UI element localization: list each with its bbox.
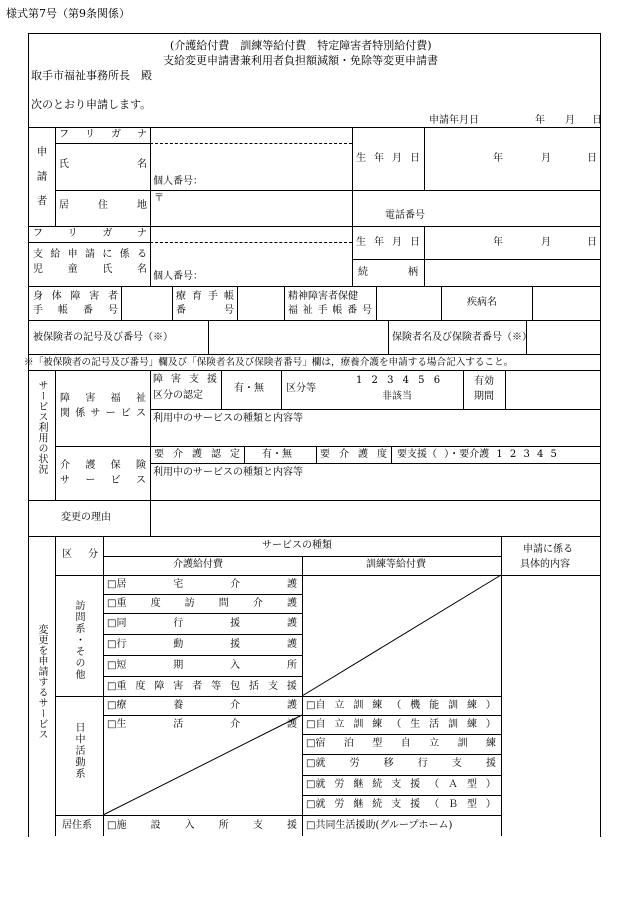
visit-group-label: 訪問系・その他 [73,600,84,681]
application-date-year: 年 [535,115,545,126]
change-services-section-label: 変更を申請するサービス [36,624,47,740]
details-header-line1: 申請に係る [523,544,573,555]
welfare-in-use-label: 利用中のサービスの種類と内容等 [153,413,303,424]
visit-item-0[interactable]: □居 宅 介 護 [107,579,297,590]
welfare-service-line2: 関 係 サ ー ビ ス [60,408,146,419]
title-line2: 支給変更申請書兼利用者負担額減額・免除等変更申請書 [163,54,438,67]
child-name-label-line1: 支 給 申 請 に 係 る [33,249,147,260]
not-applicable: 非該当 [382,391,412,402]
application-date-month: 月 [565,115,575,126]
care-insurance-line1: 介 護 保 険 [60,460,146,471]
welfare-service-line1: 障 害 福 祉 [60,393,146,404]
applicant-furigana-label: フ リ ガ ナ [59,129,147,140]
insurer-label: 保険者名及び保険者番号（※） [392,332,532,343]
visit-item-3[interactable]: □行 動 援 護 [107,639,297,650]
mental-notebook-line2: 福 祉 手 帳 番 号 [288,305,372,316]
application-date-label: 申請年月日 [429,115,479,126]
physical-notebook-line1: 身 体 障 害 者 [33,291,118,302]
applicant-birth-year: 年 [493,153,503,164]
day-training-item-0[interactable]: □自 立 訓 練 （ 機 能 訓 練 ） [306,700,496,711]
ryoiku-notebook-line2: 番 号 [176,305,234,316]
child-mynumber-label: 個人番号： [153,271,203,282]
support-cert-line2: 区分の認定 [153,390,203,401]
applicant-birth-month: 月 [541,153,551,164]
child-birth-day: 日 [587,237,597,248]
visit-item-5[interactable]: □重 度 障 害 者 等 包 括 支 援 [107,681,297,692]
category-label: 区 分 [62,549,98,560]
applicant-address-label: 居 住 地 [59,200,147,211]
addressee: 取手市福祉事務所長 殿 [31,69,152,82]
disease-label: 疾病名 [467,297,497,308]
grade-options: 1 2 3 4 5 6 [356,375,441,386]
change-reason-label: 変更の理由 [61,512,111,523]
grade-label: 区分等 [286,383,316,394]
care-insurance-line2: サ ー ビ ス [60,475,146,486]
residence-training-item[interactable]: □共同生活援助(グループホーム) [306,820,453,831]
visit-item-2[interactable]: □同 行 援 護 [107,618,297,629]
care-in-use-label: 利用中のサービスの種類と内容等 [153,467,303,478]
day-group-label: 日中活動系 [73,722,84,780]
day-care-item-0[interactable]: □療 養 介 護 [107,700,297,711]
day-training-item-1[interactable]: □自 立 訓 練 （ 生 活 訓 練 ） [306,719,496,730]
applicant-birth-label: 生 年 月 日 [356,153,420,164]
details-header-line2: 具体的内容 [520,559,570,570]
service-usage-section-label: サービス利用の状況 [36,380,47,475]
ryoiku-notebook-line1: 療 育 手 帳 [176,291,234,302]
physical-notebook-line2: 手 帳 番 号 [33,305,118,316]
insured-number-label: 被保険者の記号及び番号（※） [33,332,173,343]
intro-text: 次のとおり申請します。 [31,98,152,111]
title-line1: (介護給付費 訓練等給付費 特定障害者特別給付費) [170,39,432,52]
day-training-item-5[interactable]: □就 労 継 続 支 援 （ Ｂ 型 ） [306,799,496,810]
mental-notebook-line1: 精神障害者保健 [288,291,358,302]
residence-care-item[interactable]: □施 設 入 所 支 援 [107,820,297,831]
postal-mark: 〒 [154,193,164,204]
day-training-item-2[interactable]: □宿 泊 型 自 立 訓 練 [306,738,496,749]
care-cert-label: 要 介 護 認 定 [154,449,240,460]
applicant-mynumber-label: 個人番号： [153,176,203,187]
phone-label: 電話番号 [385,210,425,221]
applicant-name-label: 氏 名 [59,159,147,170]
support-cert-yes-no: 有・無 [234,383,264,394]
training-benefit-header: 訓練等給付費 [366,559,426,570]
valid-period-line1: 有効 [474,376,494,387]
applicant-section-label: 申請者 [35,146,48,220]
care-level-options: 要支援（ ）・要介護 1 2 3 4 5 [397,449,557,460]
day-care-item-1[interactable]: □生 活 介 護 [107,719,297,730]
care-level-label: 要 介 護 度 [320,449,387,460]
residence-group-label: 居住系 [62,820,92,831]
support-cert-line1: 障 害 支 援 [153,374,217,385]
day-training-item-3[interactable]: □就 労 移 行 支 援 [306,758,496,769]
visit-item-4[interactable]: □短 期 入 所 [107,660,297,671]
child-birth-label: 生 年 月 日 [356,237,420,248]
child-furigana-label: フ リ ガ ナ [33,228,147,239]
insurance-note: ※「被保険者の記号及び番号」欄及び「保険者名及び保険者番号」欄は，療養介護を申請する場合記入すること。 [24,357,514,368]
child-relation-label: 続 柄 [358,267,418,278]
valid-period-line2: 期間 [474,391,494,402]
care-cert-yes-no: 有・無 [262,449,292,460]
child-birth-month: 月 [541,237,551,248]
service-types-header: サービスの種類 [262,540,332,551]
child-name-label-line2: 児 童 氏 名 [33,264,147,275]
application-date-day: 日 [592,115,602,126]
care-benefit-header: 介護給付費 [173,559,223,570]
day-training-item-4[interactable]: □就 労 継 続 支 援 （ Ａ 型 ） [306,779,496,790]
visit-item-1[interactable]: □重 度 訪 問 介 護 [107,598,297,609]
child-birth-year: 年 [493,237,503,248]
applicant-birth-day: 日 [587,153,597,164]
form-number: 様式第7号（第9条関係） [6,7,130,20]
